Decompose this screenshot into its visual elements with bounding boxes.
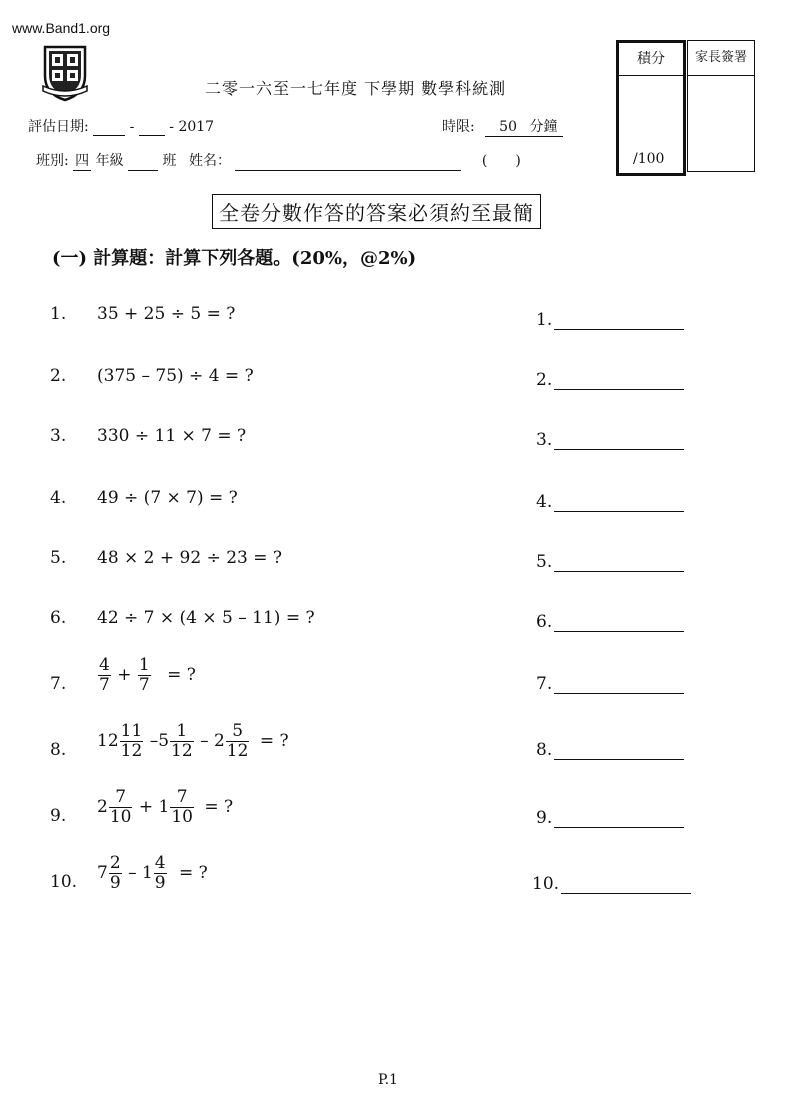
score-box <box>616 40 686 176</box>
exam-title: 二零一六至一七年度 下學期 數學科統測 <box>205 79 507 98</box>
question-number: 4. <box>50 488 67 508</box>
parent-signature-label: 家長簽署 <box>688 41 754 76</box>
grade-unit: 年級 <box>95 153 124 169</box>
fraction <box>170 788 194 827</box>
time-value: 50 <box>499 119 517 135</box>
name-field[interactable] <box>235 156 461 171</box>
answer-slot[interactable] <box>536 492 684 512</box>
question-number: 1. <box>50 304 67 324</box>
question-expression <box>97 854 208 893</box>
denominator: 10 <box>109 807 132 827</box>
fraction <box>170 722 194 761</box>
answer-number: 3. <box>536 430 553 450</box>
equals-question: = ? <box>259 731 289 751</box>
answer-line[interactable] <box>561 875 691 894</box>
denominator: 10 <box>171 807 193 827</box>
time-label: 時限: <box>442 119 475 135</box>
operator: + <box>117 665 132 685</box>
answer-number: 8. <box>536 740 553 760</box>
date-day-field[interactable] <box>139 121 165 136</box>
fraction <box>226 722 250 761</box>
numerator: 2 <box>109 853 121 873</box>
parent-signature-box[interactable] <box>687 40 755 172</box>
answer-number: 5. <box>536 552 553 572</box>
numerator: 4 <box>99 655 110 675</box>
answer-line[interactable] <box>554 371 684 390</box>
denominator: 7 <box>138 675 150 695</box>
equals-question: = ? <box>167 665 196 685</box>
date-row: 評估日期: - - 2017 <box>28 119 215 135</box>
whole-number: 12 <box>97 731 119 751</box>
class-row <box>36 150 521 171</box>
denominator: 12 <box>120 741 143 761</box>
numerator: 4 <box>154 853 166 873</box>
date-year: - 2017 <box>169 119 215 135</box>
numerator: 7 <box>115 787 127 807</box>
answer-number: 7. <box>536 674 553 694</box>
answer-line[interactable] <box>554 311 684 330</box>
operator: – 2 <box>200 731 225 751</box>
class-field[interactable] <box>128 156 158 171</box>
answer-slot[interactable] <box>536 612 684 632</box>
fraction <box>120 722 144 761</box>
answer-number: 10. <box>532 874 560 894</box>
numerator: 1 <box>176 721 188 741</box>
question-number: 8. <box>50 740 67 760</box>
equals-question: = ? <box>204 797 234 817</box>
answer-line[interactable] <box>554 431 684 450</box>
school-crest-icon <box>42 44 88 102</box>
answer-slot[interactable] <box>536 740 684 760</box>
question-number: 7. <box>50 674 67 694</box>
question-expression <box>97 722 289 761</box>
numerator: 7 <box>176 787 188 807</box>
question-expression: (375 – 75) ÷ 4 = ? <box>97 366 254 386</box>
answer-slot[interactable] <box>536 430 684 450</box>
fraction <box>109 854 122 893</box>
grade-value: 四 <box>73 150 91 171</box>
question-expression <box>97 788 233 827</box>
fraction <box>98 656 111 695</box>
class-unit: 班 <box>162 153 177 169</box>
fraction <box>138 656 151 695</box>
answer-slot[interactable] <box>532 874 691 894</box>
question-number: 3. <box>50 426 67 446</box>
answer-line[interactable] <box>554 553 684 572</box>
answer-number: 6. <box>536 612 553 632</box>
equals-question: = ? <box>179 863 208 883</box>
question-expression: 48 × 2 + 92 ÷ 23 = ? <box>97 548 283 568</box>
answer-slot[interactable] <box>536 370 684 390</box>
question-number: 5. <box>50 548 67 568</box>
time-unit: 分鐘 <box>529 119 558 135</box>
question-number: 6. <box>50 608 67 628</box>
student-number-field[interactable]: ( ) <box>481 153 521 169</box>
question-number: 10. <box>50 872 78 892</box>
operator: – 1 <box>128 863 153 883</box>
simplest-form-notice: 全卷分數作答的答案必須約至最簡 <box>212 194 541 229</box>
date-label: 評估日期: <box>28 119 89 135</box>
date-month-field[interactable] <box>93 121 125 136</box>
question-number: 2. <box>50 366 67 386</box>
denominator: 7 <box>99 675 110 695</box>
name-label: 姓名： <box>188 153 231 169</box>
class-label: 班別: <box>36 153 69 169</box>
question-expression <box>97 656 196 695</box>
answer-slot[interactable] <box>536 808 684 828</box>
question-expression: 35 + 25 ÷ 5 = ? <box>97 304 236 324</box>
denominator: 12 <box>171 741 193 761</box>
fraction <box>109 788 133 827</box>
operator: –5 <box>149 731 170 751</box>
denominator: 12 <box>226 741 249 761</box>
question-expression: 49 ÷ (7 × 7) = ? <box>97 488 238 508</box>
whole-number: 2 <box>97 797 108 817</box>
question-expression: 42 ÷ 7 × (4 × 5 – 11) = ? <box>97 608 315 628</box>
answer-slot[interactable] <box>536 552 684 572</box>
answer-line[interactable] <box>554 613 684 632</box>
question-expression: 330 ÷ 11 × 7 = ? <box>97 426 247 446</box>
answer-line[interactable] <box>554 493 684 512</box>
score-label: 積分 <box>619 43 683 76</box>
answer-number: 9. <box>536 808 553 828</box>
operator: + 1 <box>138 797 170 817</box>
numerator: 1 <box>138 655 150 675</box>
denominator: 9 <box>154 873 166 893</box>
answer-slot[interactable] <box>536 674 684 694</box>
score-total: /100 <box>633 151 665 167</box>
section-title: (一) 計算題：計算下列各題。(20%，@2%) <box>52 248 417 269</box>
page-number: P.1 <box>378 1072 398 1088</box>
answer-line[interactable] <box>554 675 684 694</box>
answer-number: 1. <box>536 310 553 330</box>
time-row <box>442 116 563 137</box>
answer-number: 4. <box>536 492 553 512</box>
site-watermark: www.Band1.org <box>12 20 111 36</box>
denominator: 9 <box>109 873 121 893</box>
answer-line[interactable] <box>554 741 684 760</box>
numerator: 11 <box>120 721 143 741</box>
whole-number: 7 <box>97 863 108 883</box>
time-field <box>485 116 563 137</box>
numerator: 5 <box>232 721 244 741</box>
answer-number: 2. <box>536 370 553 390</box>
answer-line[interactable] <box>554 809 684 828</box>
fraction <box>154 854 167 893</box>
answer-slot[interactable] <box>536 310 684 330</box>
question-number: 9. <box>50 806 67 826</box>
